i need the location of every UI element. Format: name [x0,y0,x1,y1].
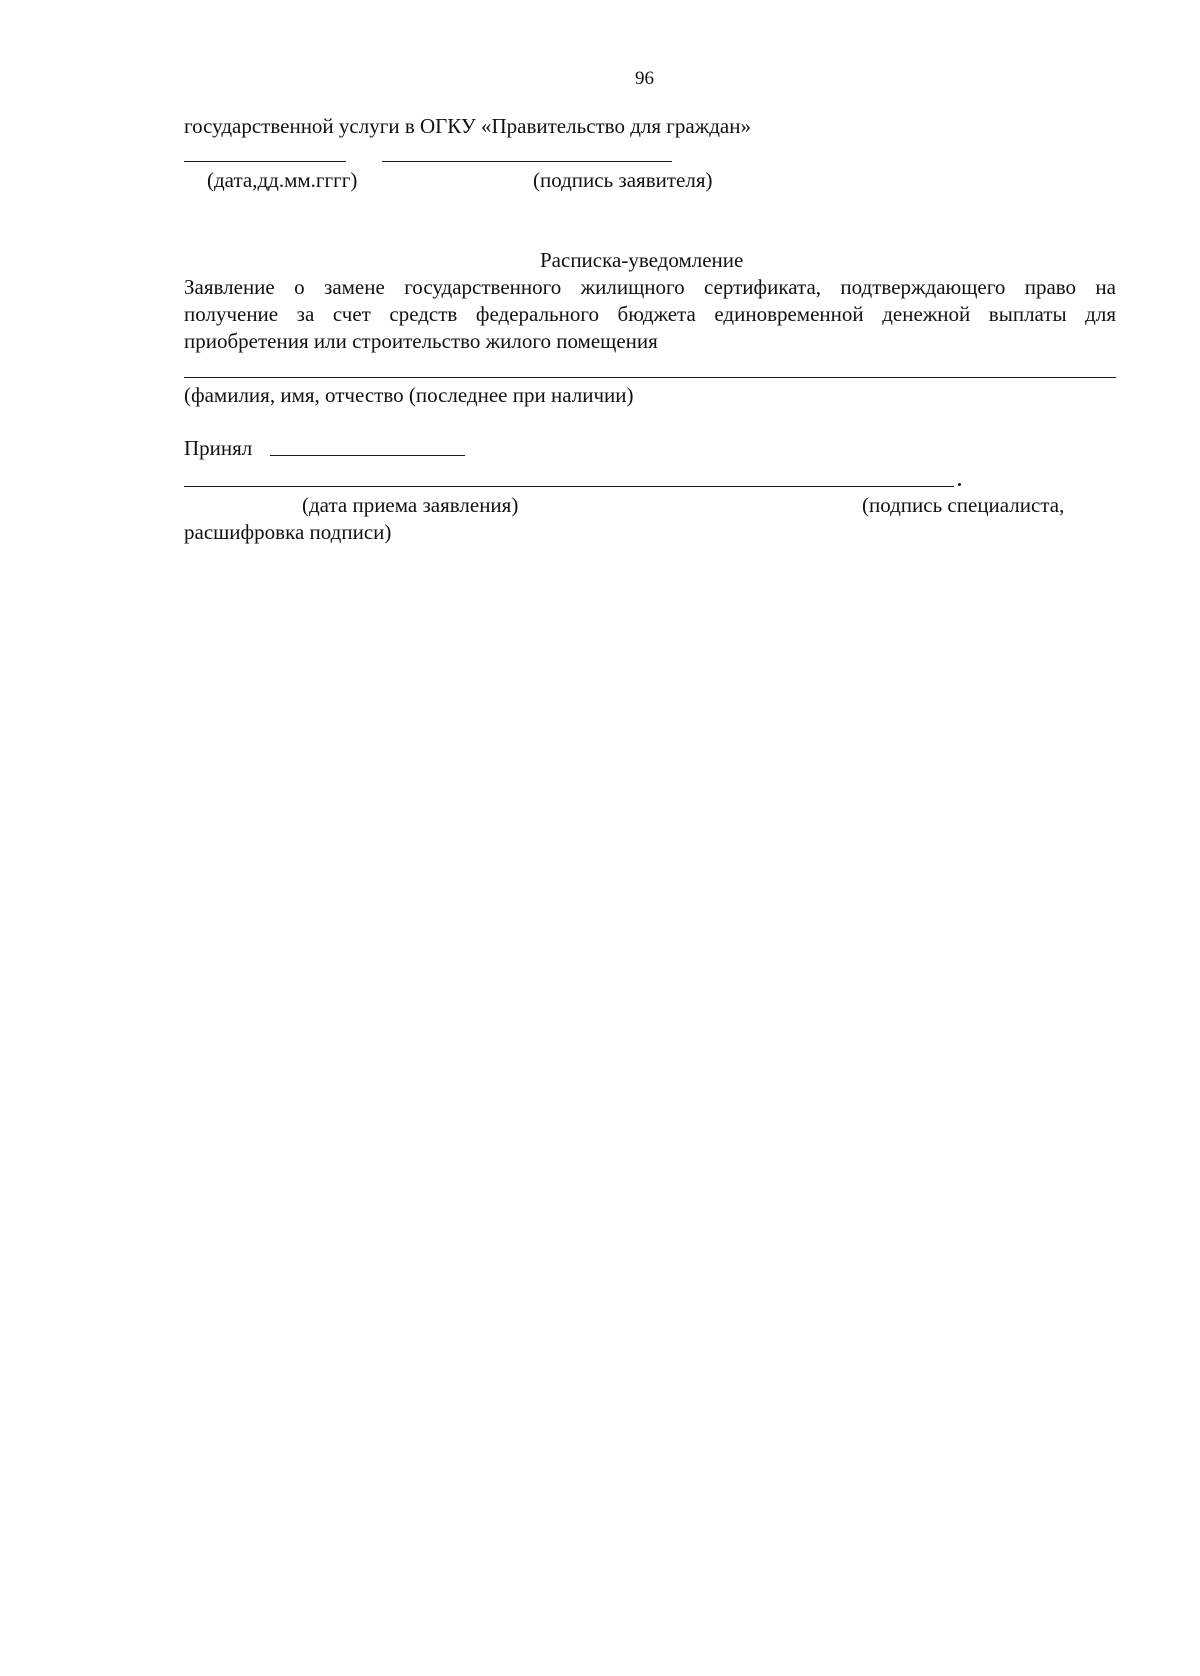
date-signature-line [184,161,346,162]
applicant-name-line [184,377,1116,378]
accepted-label: Принял [184,436,253,460]
receipt-body-line-1: Заявление о замене государственного жилищного сертификата, подтверждающего право на [184,275,1116,299]
applicant-signature-line [382,161,672,162]
specialist-signature-caption-cont: расшифровка подписи) [184,520,392,544]
receipt-title: Расписка-уведомление [540,248,744,272]
specialist-signature-caption: (подпись специалиста, [862,493,1065,517]
line-end-period [958,483,961,486]
accepted-by-line [270,455,465,456]
date-caption: (дата,дд.мм.гггг) [207,168,358,192]
date-received-caption: (дата приема заявления) [302,493,519,517]
receipt-body-line-2: получение за счет средств федерального бюджета единовременной денежной выплаты для [184,302,1116,326]
name-caption: (фамилия, имя, отчество (последнее при наличии) [184,383,634,407]
page-number: 96 [635,68,654,89]
header-line: государственной услуги в ОГКУ «Правительство для граждан» [184,114,751,138]
applicant-signature-caption: (подпись заявителя) [533,168,713,192]
date-and-specialist-signature-line [184,486,954,487]
receipt-body-line-3: приобретения или строительство жилого помещения [184,329,658,353]
